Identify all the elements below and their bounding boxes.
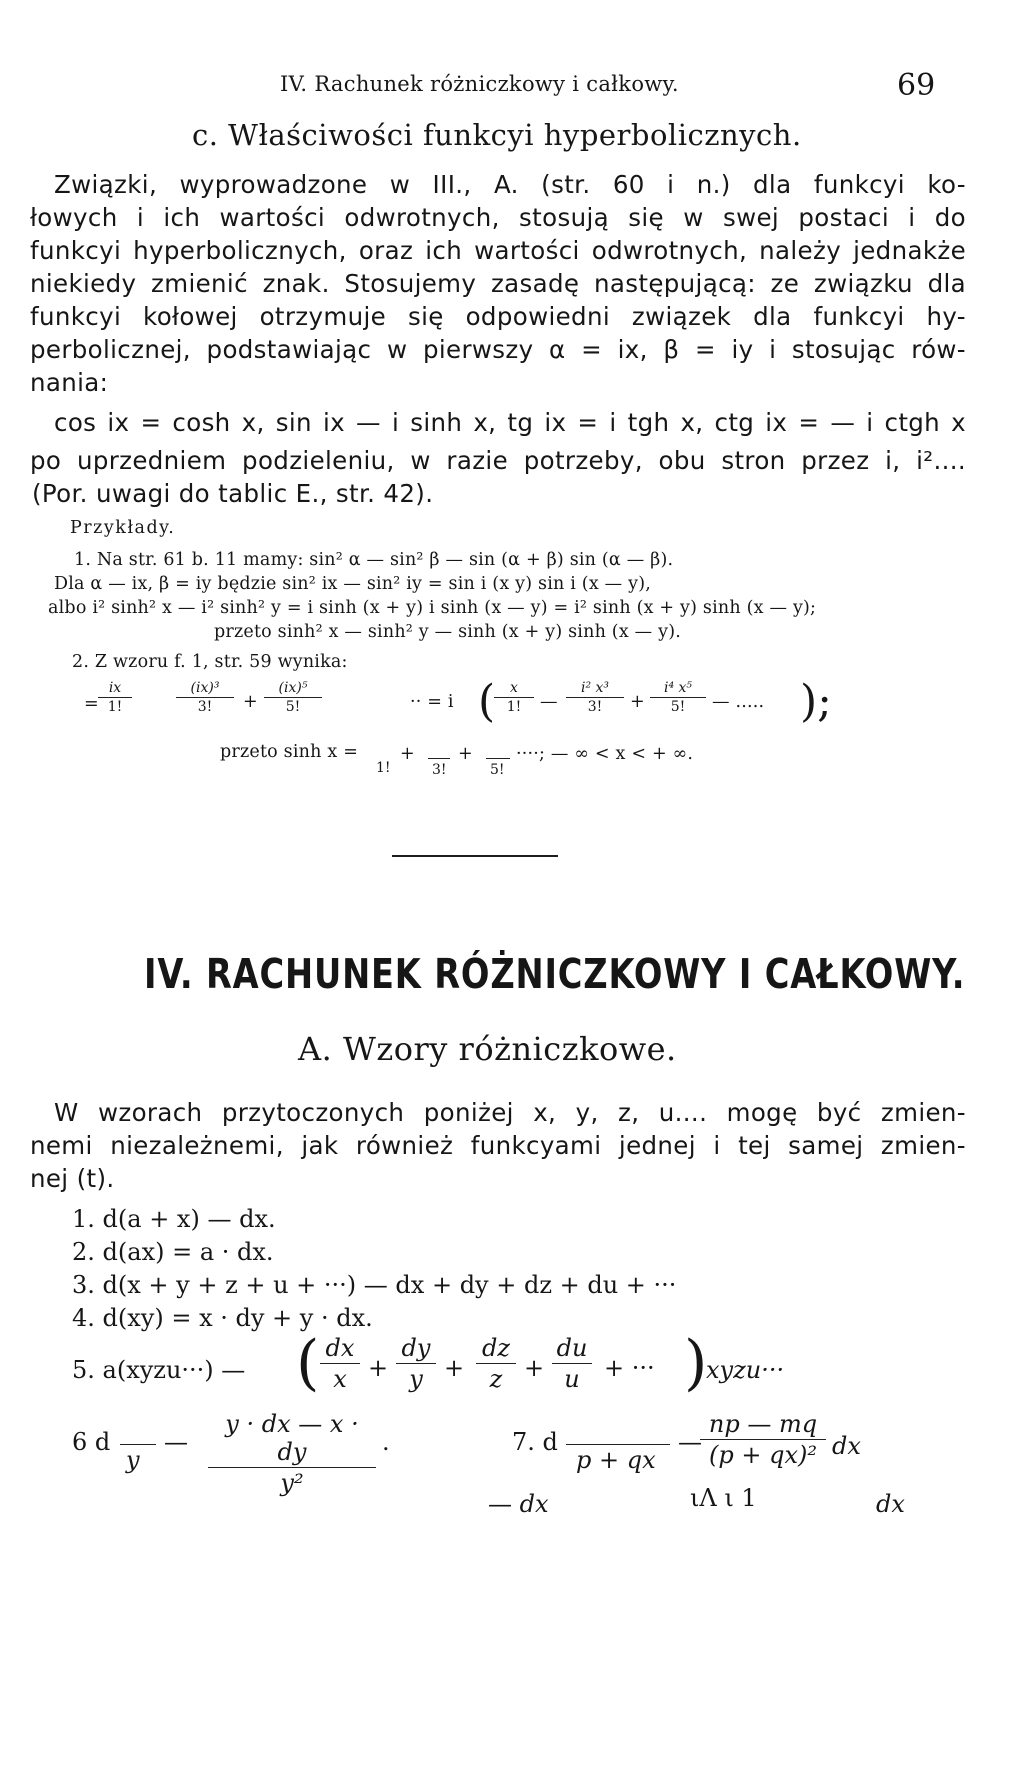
equals-sign: = [84,694,99,714]
paragraph-line: niekiedy zmienić znak. Stosujemy zasadę następującą: ze związku dla [30,269,966,298]
example-line: 2. Z wzoru f. 1, str. 59 wynika: [72,652,348,672]
formula-1: 1. d(a + x) — dx. [72,1205,276,1233]
fraction-bar [486,758,510,759]
chapter-subtitle: A. Wzory różniczkowe. [298,1030,677,1068]
plus-sign: + [444,1354,465,1382]
running-header: IV. Rachunek różniczkowy i całkowy. [280,72,679,96]
fraction-bar [120,1444,156,1445]
formula-trail: xyzu··· [706,1356,785,1384]
minus-sign: — [164,1428,188,1456]
chapter-title: IV. RACHUNEK RÓŻNICZKOWY I CAŁKOWY. [144,950,966,998]
denominator: p + qx [576,1446,656,1474]
fraction: $\frac{\text{i⁴ x⁵}}{5!}$ [650,680,706,715]
example-line: albo i² sinh² x — i² sinh² y = i sinh (x + y) i sinh (x — y) = i² sinh (x + y) sinh (x — y); [48,598,817,618]
formula-2: 2. d(ax) = a · dx. [72,1238,274,1266]
fraction: $\frac{du}{u}$ [552,1334,592,1393]
separator-rule [392,855,558,857]
hyperbolic-relations: cos ix = cosh x, sin ix — i sinh x, tg ix = i tgh x, ctg ix = — i ctgh x [54,408,966,437]
close-paren: ) [684,1328,708,1398]
paragraph-line: łowych i ich wartości odwrotnych, stosują się w swej postaci i do [30,203,966,232]
formula-4: 4. d(xy) = x · dy + y · dx. [72,1304,373,1332]
fraction-bar [428,758,450,759]
sinh-suffix: ····; — ∞ < x < + ∞. [516,744,694,764]
period: . [382,1428,390,1456]
denominator: y [126,1446,140,1474]
paragraph-line: funkcyi hyperbolicznych, oraz ich wartości odwrotnych, należy jednakże [30,236,966,265]
denominator: 5! [490,762,505,778]
example-line: 1. Na str. 61 b. 11 mamy: sin² α — sin² β — sin (α + β) sin (α — β). [74,550,674,570]
fraction: $\frac{np — mq}{\text{(p + qx)²}}$ [700,1410,826,1469]
formula-lead: 7. d [512,1428,558,1456]
examples-label: Przykłady. [70,518,176,538]
example-line: przeto sinh² x — sinh² y — sinh (x + y) sinh (x — y). [214,622,682,642]
close-paren: ); [800,676,832,727]
fraction: $\frac{x}{1!}$ [494,680,534,715]
fraction: $\frac{\text{(ix)⁵}}{5!}$ [264,680,322,715]
plus-sign: + [368,1354,389,1382]
formula-trail: dx [832,1432,861,1460]
formula-lead: 6 d [72,1428,111,1456]
reference-note: (Por. uwagi do tablic E., str. 42). [32,479,434,508]
cutoff-text: ιΛ ι 1 [690,1484,757,1512]
cutoff-text: dx [876,1490,905,1518]
series-tail: — ..... [712,692,765,712]
paragraph-line: funkcyi kołowej otrzymuje się odpowiedni związek dla funkcyi hy- [30,302,966,331]
section-heading: c. Właściwości funkcyi hyperbolicznych. [192,118,802,152]
equals-sign: ·· = i [410,692,454,712]
minus-sign: — [678,1428,702,1456]
plus-sign: + [630,692,645,712]
formula-lead: 5. a(xyzu···) — [72,1356,246,1384]
plus-sign: + [458,744,473,764]
fraction: $\frac{y \cdot dx — x \cdot dy}{\text{y²}}$ [208,1410,376,1497]
fraction: $\frac{dx}{x}$ [320,1334,360,1393]
plus-sign: + [524,1354,545,1382]
page-number: 69 [897,68,936,103]
series-tail: + ··· [604,1354,655,1382]
plus-sign: + [243,692,258,712]
intro-line: nej (t). [30,1164,115,1193]
paragraph-line: Związki, wyprowadzone w III., A. (str. 60 i n.) dla funkcyi ko- [54,170,966,199]
cutoff-text: — dx [488,1490,549,1518]
fraction: $\frac{dy}{y}$ [396,1334,436,1393]
fraction: $\frac{\text{(ix)³}}{3!}$ [176,680,234,715]
fraction: $\frac{\text{i² x³}}{3!}$ [566,680,624,715]
sinh-prefix: przeto sinh x = [220,742,359,762]
fraction: $\frac{ix}{1!}$ [98,680,132,715]
formula-3: 3. d(x + y + z + u + ···) — dx + dy + dz + du + ··· [72,1271,677,1299]
example-line: Dla α — ix, β = iy będzie sin² ix — sin² iy = sin i (x y) sin i (x — y), [54,574,652,594]
paragraph-line: nania: [30,368,109,397]
intro-line: W wzorach przytoczonych poniżej x, y, z, u.... mogę być zmien- [54,1098,966,1127]
denominator: 3! [432,762,447,778]
fraction-bar [566,1444,670,1445]
paragraph-line: po uprzedniem podzieleniu, w razie potrzeby, obu stron przez i, i².... [30,446,966,475]
open-paren: ( [478,676,496,727]
minus-sign: — [540,692,558,712]
denominator: 1! [376,760,391,776]
plus-sign: + [400,744,415,764]
intro-line: nemi niezależnemi, jak również funkcyami jednej i tej samej zmien- [30,1131,966,1160]
open-paren: ( [296,1328,320,1398]
paragraph-line: perbolicznej, podstawiając w pierwszy α = ix, β = iy i stosując rów- [30,335,966,364]
fraction: $\frac{dz}{z}$ [476,1334,516,1393]
